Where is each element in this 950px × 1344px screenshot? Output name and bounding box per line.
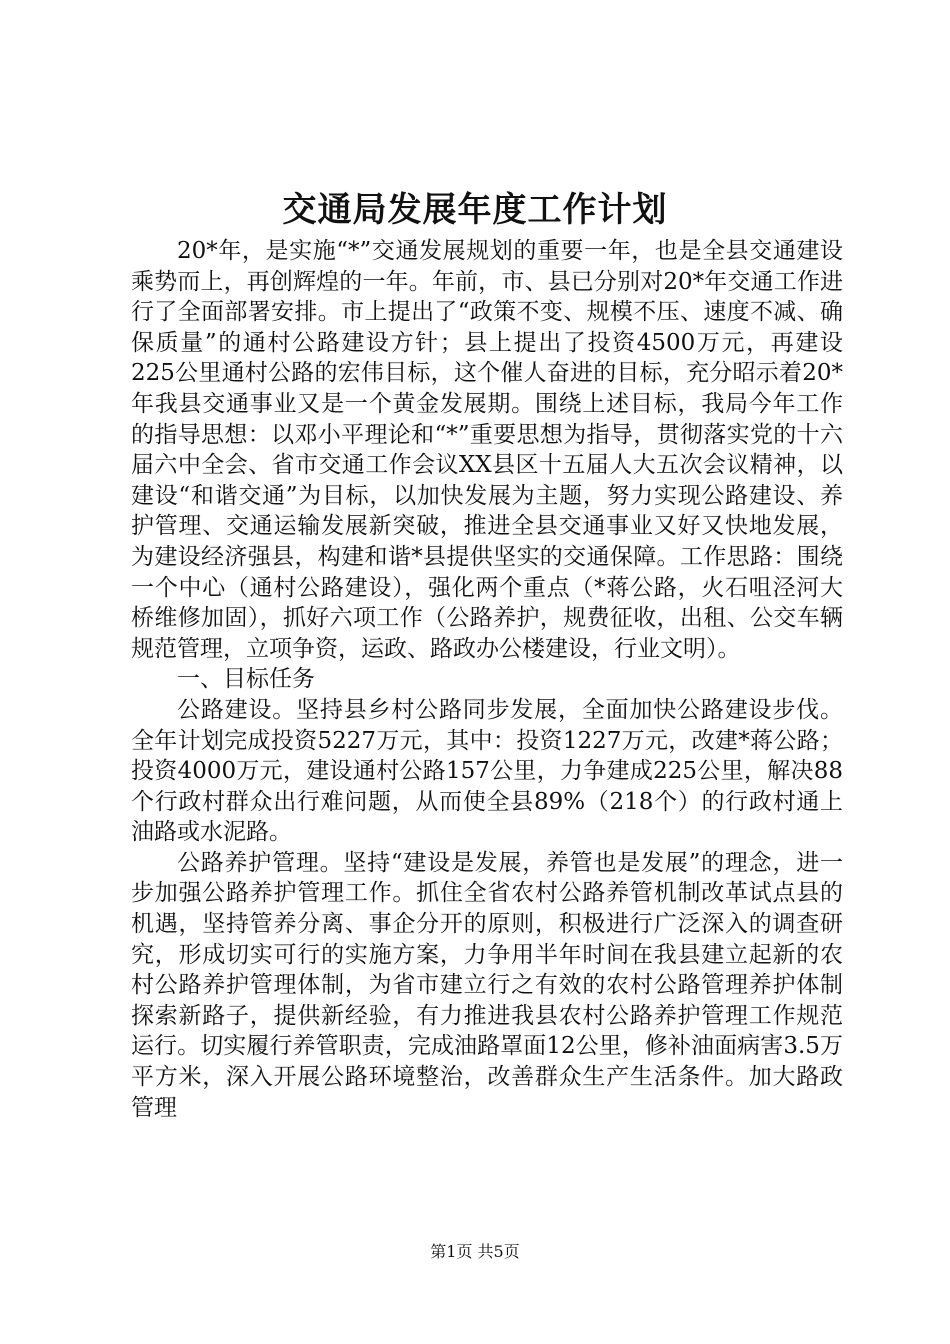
section-heading: 一、目标任务 [177, 666, 315, 693]
document-body [131, 236, 843, 1123]
paragraph-intro: 20*年，是实施“*”交通发展规划的重要一年，也是全县交通建设乘势而上，再创辉煌的一年。年前，市、县已分别对20*年交通工作进行了全面部署安排。市上提出了“政策不变、规模不压、速度不减、确保质量”的通村公路建设方针；县上提出了投资4500万元，再建设225公里通村公路的宏伟目标，这个催人奋进的目标，充分昭示着20*年我县交通事业又是一个黄金发展期。围绕上述目标，我局今年工作的指导思想：以邓小平理论和“*”重要思想为指导，贯彻落实党的十六届六中全会、省市交通工作会议XX县区十五届人大五次会议精神，以建设“和谐交通”为目标，以加快发展为主题，努力实现公路建设、养护管理、交通运输发展新突破，推进全县交通事业又好又快地发展，为建设经济强县，构建和谐*县提供坚实的交通保障。工作思路：围绕一个中心（通村公路建设），强化两个重点（*蒋公路，火石咀泾河大桥维修加固），抓好六项工作（公路养护，规费征收，出租、公交车辆规范管理，立项争资，运政、路政办公楼建设，行业文明）。 [131, 238, 843, 662]
paragraph-road-maintenance: 公路养护管理。坚持“建设是发展，养管也是发展”的理念，进一步加强公路养护管理工作。抓住全省农村公路养管机制改革试点县的机遇，坚持管养分离、事企分开的原则，积极进行广泛深入的调查研究，形成切实可行的实施方案，力争用半年时间在我县建立起新的农村公路养护管理体制，为省市建立行之有效的农村公路管理养护体制探索新路子，提供新经验，有力推进我县农村公路养护管理工作规范运行。切实履行养管职责，完成油路罩面12公里，修补油面病害3.5万平方米，深入开展公路环境整治，改善群众生产生活条件。加大路政管理 [131, 849, 843, 1121]
page-footer: 第1页 共5页 [430, 1242, 520, 1261]
document-title: 交通局发展年度工作计划 [282, 190, 668, 230]
paragraph-road-construction: 公路建设。坚持县乡村公路同步发展，全面加快公路建设步伐。全年计划完成投资5227万元，其中：投资1227万元，改建*蒋公路；投资4000万元，建设通村公路157公里，力争建成225公里，解决88个行政村群众出行难问题，从而使全县89%（218个）的行政村通上油路或水泥路。 [131, 696, 843, 846]
